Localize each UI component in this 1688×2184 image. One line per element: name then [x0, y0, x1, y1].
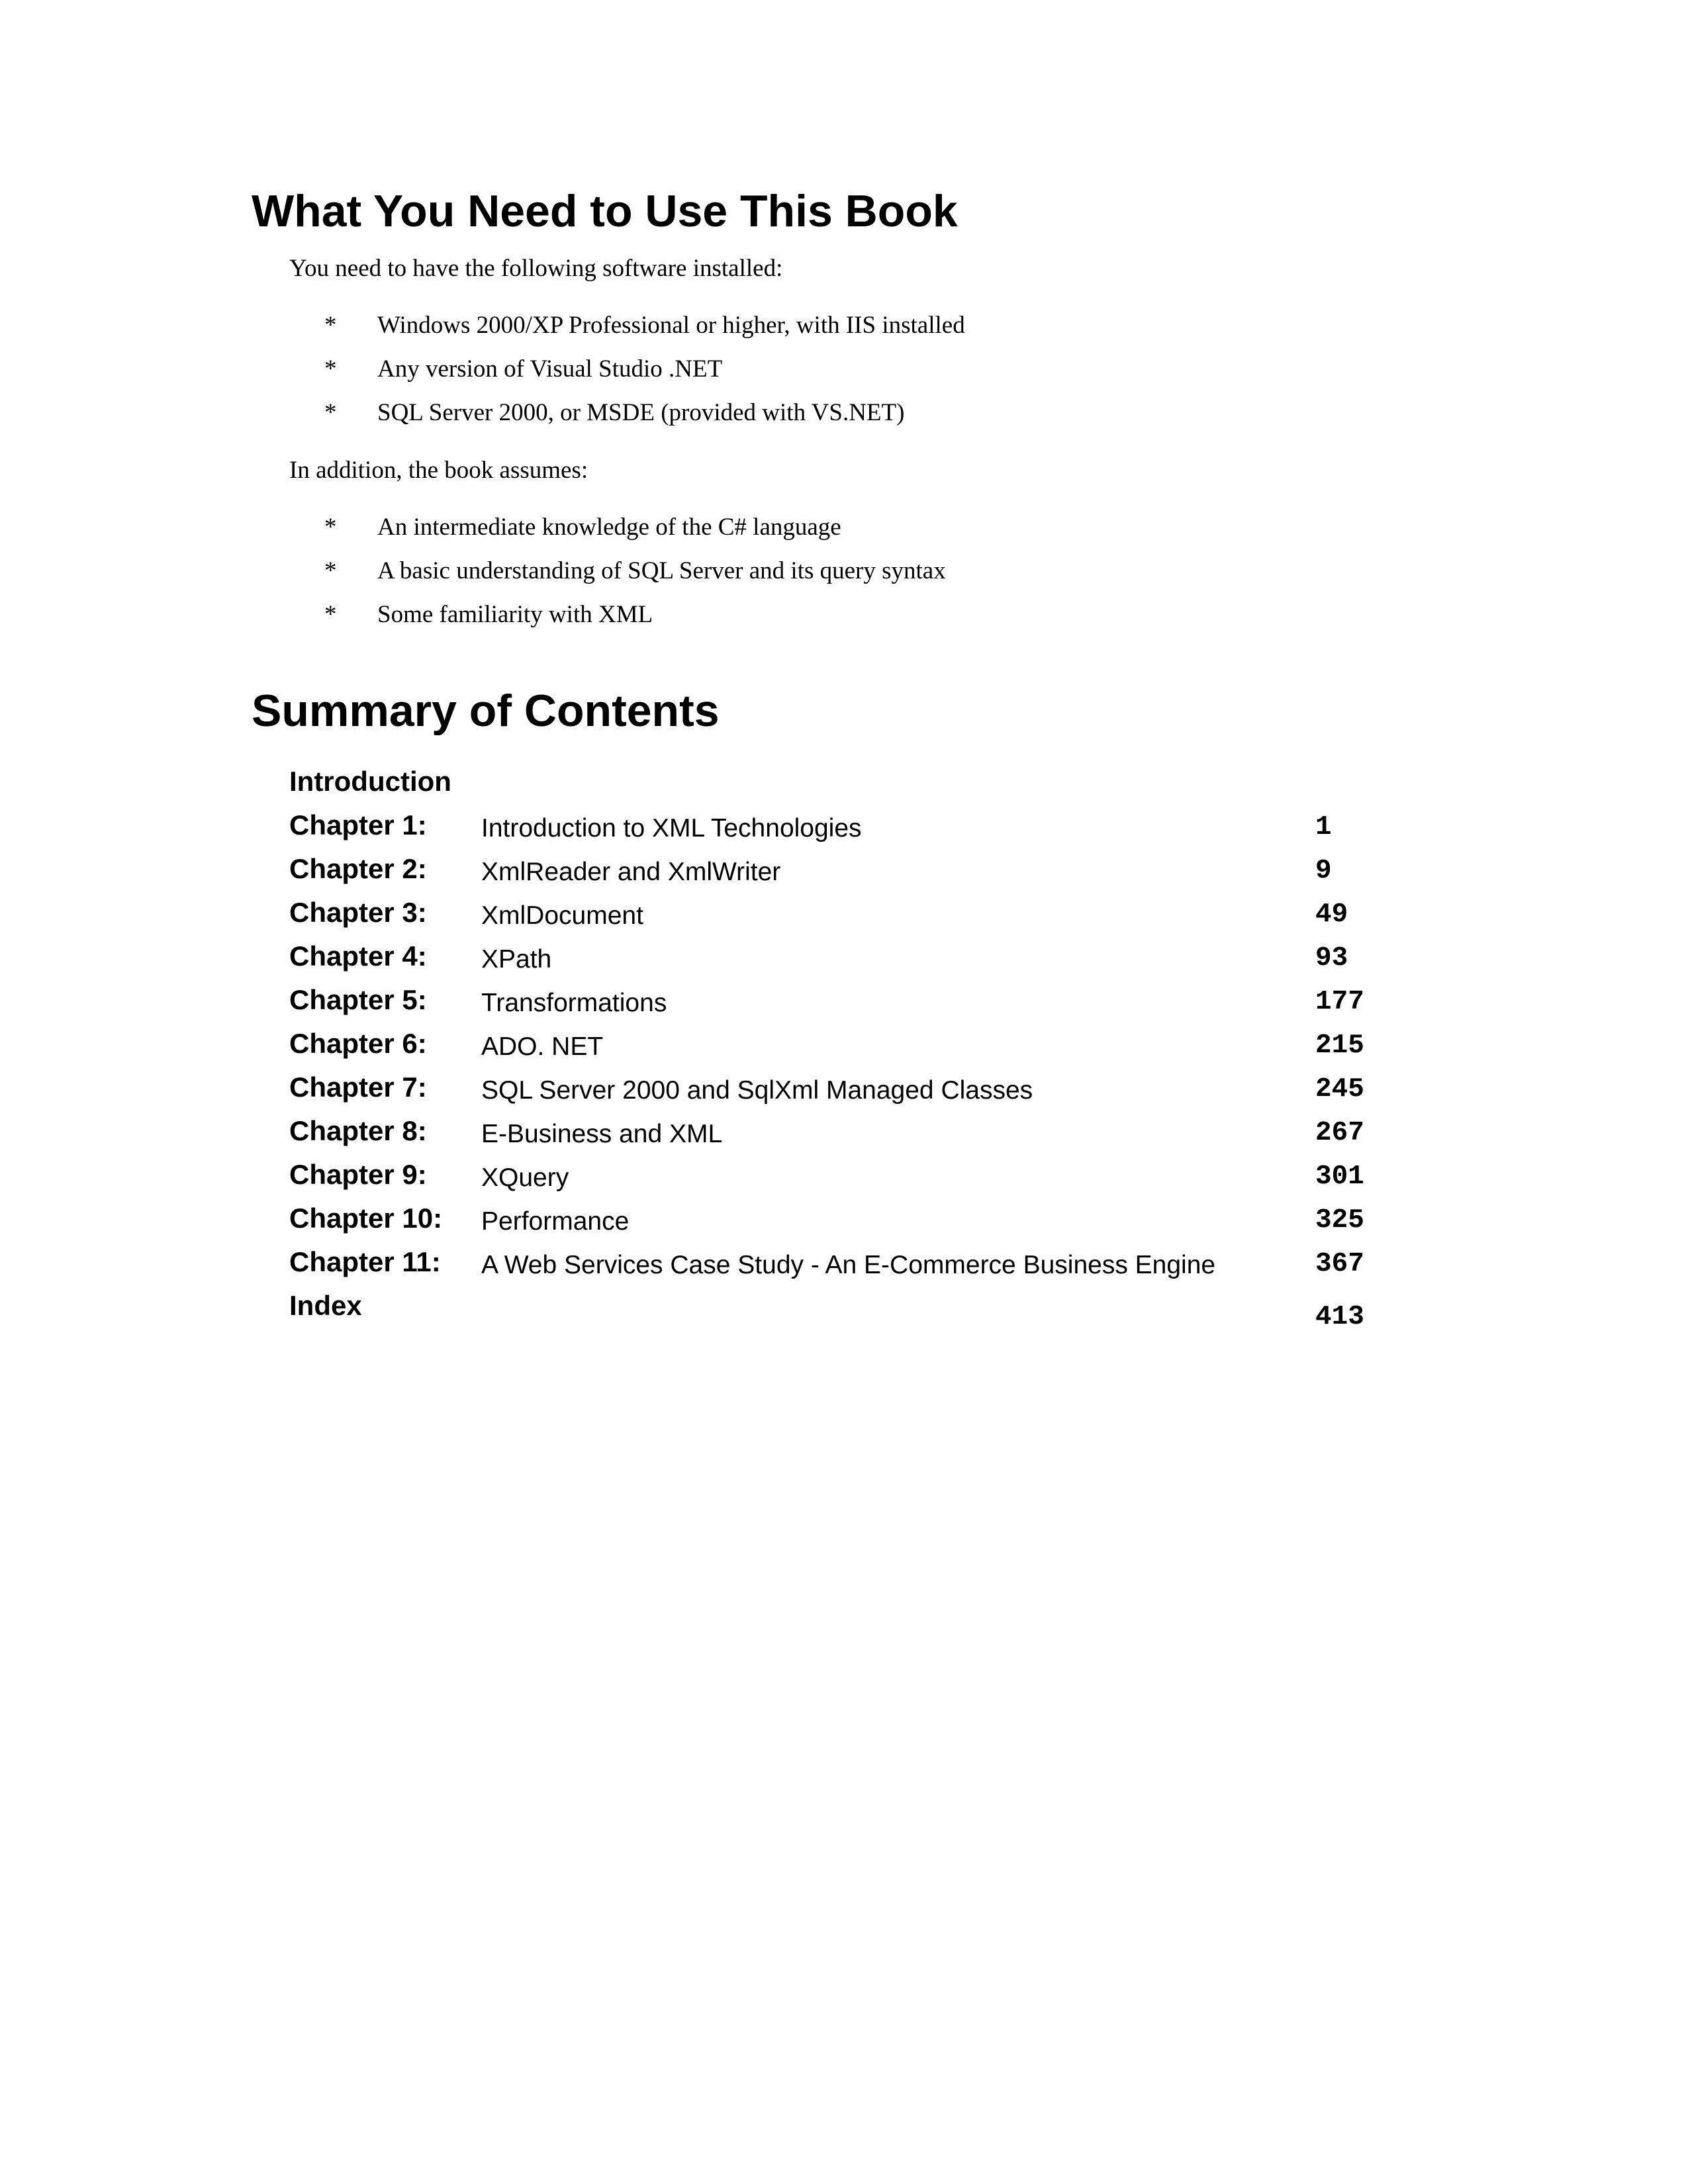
- toc-entry-label: Chapter 4:: [289, 940, 427, 972]
- assumption-item-text: An intermediate knowledge of the C# language: [377, 514, 841, 541]
- toc-entry-page: 267: [1315, 1118, 1364, 1148]
- assumptions-intro: In addition, the book assumes:: [289, 457, 588, 484]
- requirements-heading: What You Need to Use This Book: [252, 186, 958, 236]
- assumption-item-text: Some familiarity with XML: [377, 601, 653, 628]
- toc-entry-page: 215: [1315, 1030, 1364, 1061]
- toc-entry-chapter-10: [289, 1205, 1415, 1248]
- assumption-item: [324, 515, 946, 559]
- toc-entry-page: 325: [1315, 1205, 1364, 1236]
- toc-entry-title: Transformations: [481, 989, 667, 1017]
- toc-entry-title: XmlDocument: [481, 901, 643, 930]
- bullet-marker: *: [324, 514, 337, 541]
- software-item-text: Windows 2000/XP Professional or higher, with IIS installed: [377, 312, 965, 339]
- toc-entry-chapter-3: [289, 899, 1415, 942]
- toc-entry-title: Performance: [481, 1207, 630, 1236]
- toc-entry-introduction: [289, 768, 1415, 811]
- toc-entry-page: 93: [1315, 943, 1348, 974]
- toc-entry-page: 49: [1315, 899, 1348, 930]
- software-list: [324, 313, 965, 444]
- requirements-intro: You need to have the following software installed:: [289, 255, 783, 282]
- toc-entry-page: 177: [1315, 987, 1364, 1017]
- toc-entry-page: 413: [1315, 1302, 1364, 1332]
- toc-entry-title: XPath: [481, 945, 552, 974]
- software-item: [324, 400, 965, 444]
- toc-entry-label: Index: [289, 1290, 362, 1321]
- assumption-item-text: A basic understanding of SQL Server and its query syntax: [377, 557, 946, 584]
- bullet-marker: *: [324, 312, 337, 339]
- toc-entry-index: [289, 1292, 1415, 1336]
- contents-list: [289, 768, 1415, 1336]
- toc-entry-label: Chapter 7:: [289, 1071, 427, 1103]
- toc-entry-label: Chapter 6:: [289, 1028, 427, 1059]
- toc-entry-label: Chapter 5:: [289, 984, 427, 1015]
- toc-entry-label: Chapter 1:: [289, 809, 427, 841]
- toc-entry-chapter-2: [289, 855, 1415, 899]
- toc-entry-page: 245: [1315, 1074, 1364, 1105]
- toc-entry-chapter-11: [289, 1248, 1415, 1292]
- toc-entry-label: Chapter 2:: [289, 853, 427, 884]
- toc-entry-label: Chapter 8:: [289, 1115, 427, 1146]
- toc-entry-chapter-5: [289, 986, 1415, 1030]
- toc-entry-title: XmlReader and XmlWriter: [481, 858, 781, 886]
- bullet-marker: *: [324, 399, 337, 426]
- bullet-marker: *: [324, 557, 337, 584]
- toc-entry-chapter-4: [289, 942, 1415, 986]
- assumption-item: [324, 602, 946, 646]
- toc-entry-title: E-Business and XML: [481, 1120, 723, 1148]
- toc-entry-chapter-8: [289, 1117, 1415, 1161]
- toc-entry-page: 301: [1315, 1161, 1364, 1192]
- toc-entry-page: 1: [1315, 812, 1332, 842]
- toc-entry-label: Chapter 3:: [289, 897, 427, 928]
- toc-entry-chapter-6: [289, 1030, 1415, 1073]
- assumption-item: [324, 559, 946, 602]
- toc-entry-title: Introduction to XML Technologies: [481, 814, 862, 842]
- toc-entry-title: SQL Server 2000 and SqlXml Managed Classes: [481, 1076, 1033, 1105]
- bullet-marker: *: [324, 355, 337, 383]
- bullet-marker: *: [324, 601, 337, 628]
- toc-entry-title: XQuery: [481, 1163, 569, 1192]
- toc-entry-title: A Web Services Case Study - An E-Commerce Business Engine: [481, 1251, 1216, 1279]
- software-item: [324, 313, 965, 357]
- summary-heading: Summary of Contents: [252, 686, 720, 736]
- toc-entry-chapter-7: [289, 1073, 1415, 1117]
- assumptions-list: [324, 515, 946, 646]
- toc-entry-chapter-1: [289, 811, 1415, 855]
- toc-entry-title: ADO. NET: [481, 1032, 604, 1061]
- toc-entry-label: Chapter 10:: [289, 1203, 443, 1234]
- toc-entry-page: 9: [1315, 856, 1332, 886]
- toc-entry-label: Introduction: [289, 766, 451, 797]
- toc-entry-label: Chapter 11:: [289, 1246, 441, 1277]
- software-item-text: SQL Server 2000, or MSDE (provided with VS.NET): [377, 399, 905, 426]
- software-item: [324, 357, 965, 400]
- toc-entry-label: Chapter 9:: [289, 1159, 427, 1190]
- toc-entry-chapter-9: [289, 1161, 1415, 1205]
- toc-entry-page: 367: [1315, 1249, 1364, 1279]
- software-item-text: Any version of Visual Studio .NET: [377, 355, 723, 383]
